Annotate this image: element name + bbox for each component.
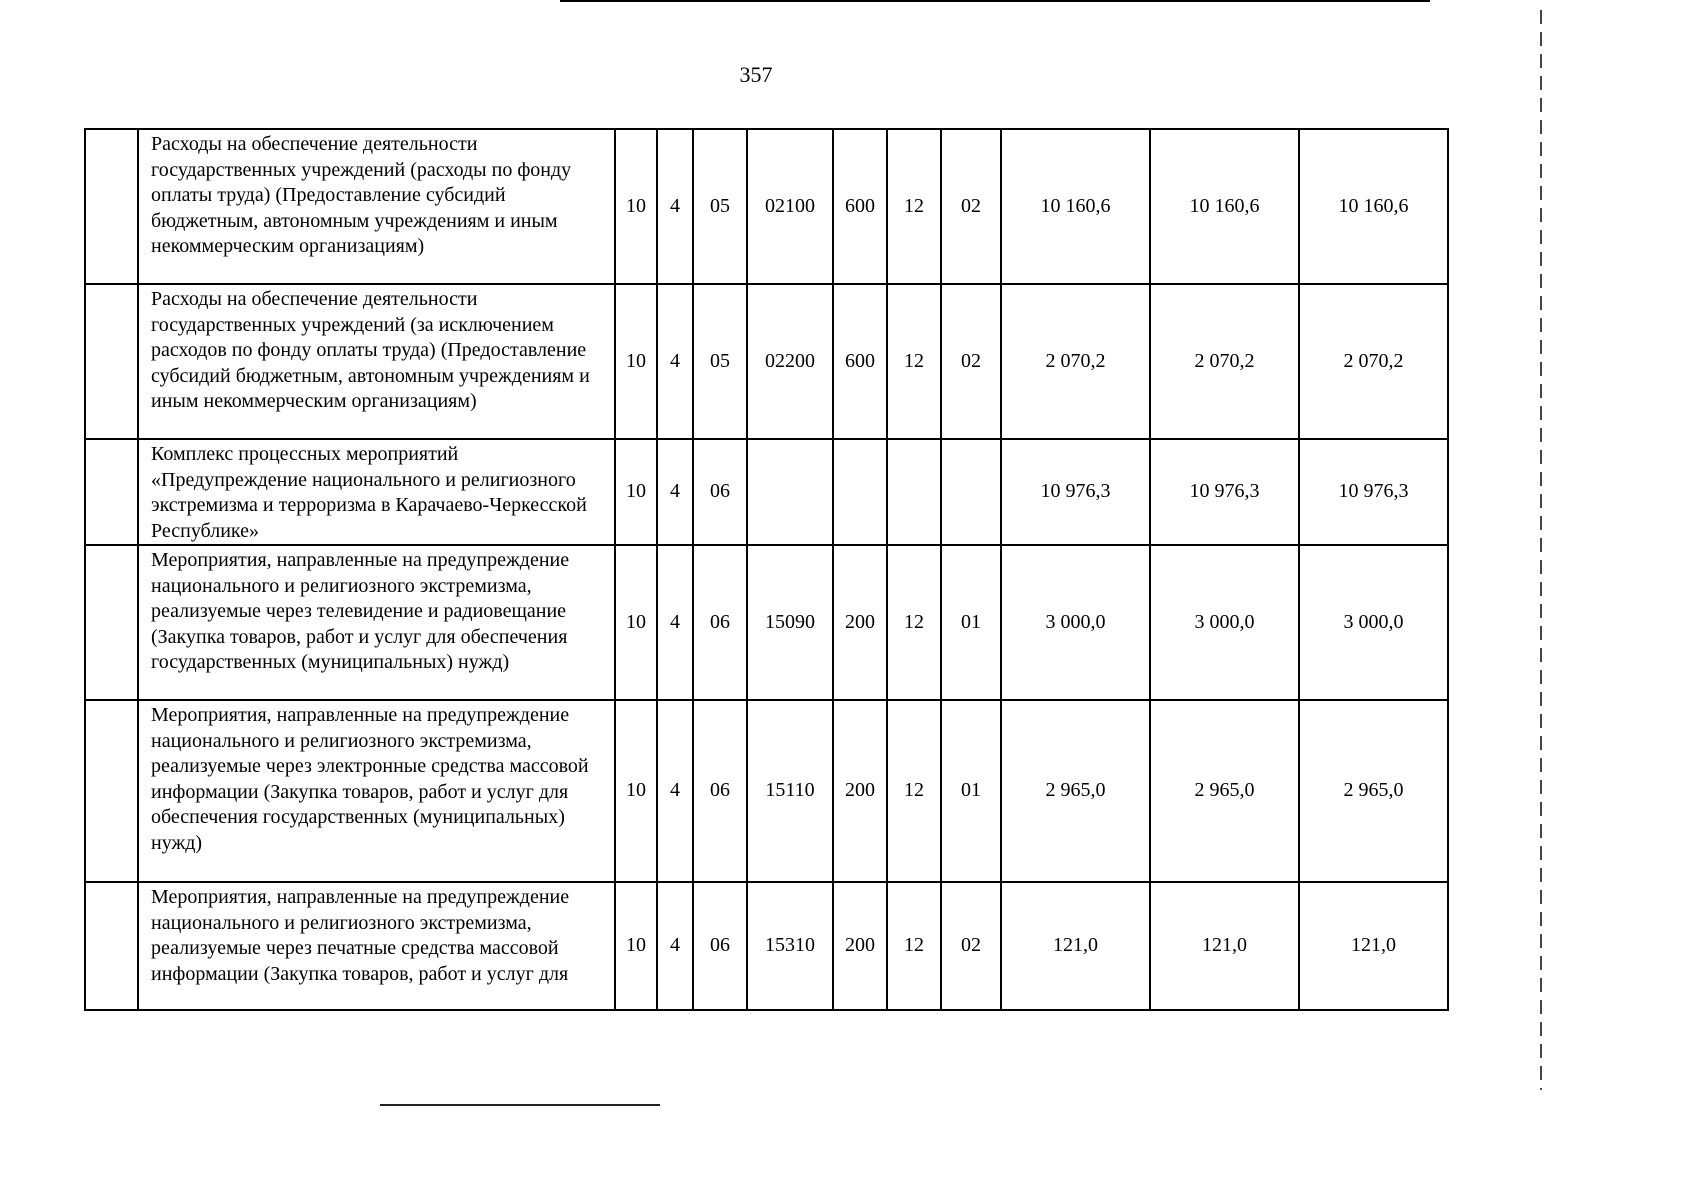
scan-edge-top (560, 0, 1430, 2)
amount-cell: 2 070,2 (1001, 284, 1150, 439)
code-cell: 05 (693, 129, 747, 284)
amount-cell: 3 000,0 (1001, 545, 1150, 700)
code-cell: 06 (693, 700, 747, 882)
code-cell: 10 (615, 545, 657, 700)
code-cell: 4 (657, 545, 693, 700)
code-cell (747, 439, 833, 545)
budget-table (84, 128, 1449, 1011)
code-cell: 06 (693, 545, 747, 700)
table-body (85, 129, 1448, 1010)
code-cell: 02 (941, 284, 1001, 439)
code-cell: 15090 (747, 545, 833, 700)
row-number-cell (85, 439, 138, 545)
amount-cell: 2 965,0 (1001, 700, 1150, 882)
description-cell: Комплекс процессных мероприятий «Предупреждение национального и религиозного экстремизма и терроризма в Карачаево-Черкесской Республике» (138, 439, 615, 545)
table-row (85, 545, 1448, 700)
amount-cell: 10 160,6 (1150, 129, 1299, 284)
description-cell: Мероприятия, направленные на предупреждение национального и религиозного экстремизма, реализуемые через телевидение и радиовещание (Закупка товаров, работ и услуг для обеспечения государственных (муниципальных) нужд) (138, 545, 615, 700)
code-cell: 12 (887, 129, 941, 284)
code-cell: 600 (833, 284, 887, 439)
description-cell: Мероприятия, направленные на предупреждение национального и религиозного экстремизма, реализуемые через печатные средства массовой информации (Закупка товаров, работ и услуг для (138, 882, 615, 1010)
table-row (85, 439, 1448, 545)
code-cell: 4 (657, 882, 693, 1010)
code-cell: 10 (615, 129, 657, 284)
scan-edge-bottom (380, 1104, 660, 1106)
amount-cell: 2 070,2 (1299, 284, 1448, 439)
amount-cell: 2 965,0 (1150, 700, 1299, 882)
row-number-cell (85, 284, 138, 439)
description-cell: Расходы на обеспечение деятельности государственных учреждений (за исключением расходов по фонду оплаты труда) (Предоставление субсидий бюджетным, автономным учреждениям и иным некоммерческим организациям) (138, 284, 615, 439)
amount-cell: 2 070,2 (1150, 284, 1299, 439)
amount-cell: 2 965,0 (1299, 700, 1448, 882)
code-cell (887, 439, 941, 545)
code-cell: 200 (833, 545, 887, 700)
code-cell: 200 (833, 700, 887, 882)
code-cell: 12 (887, 284, 941, 439)
code-cell: 15310 (747, 882, 833, 1010)
code-cell: 02 (941, 129, 1001, 284)
row-number-cell (85, 129, 138, 284)
table-row (85, 129, 1448, 284)
row-number-cell (85, 882, 138, 1010)
code-cell: 06 (693, 439, 747, 545)
row-number-cell (85, 700, 138, 882)
code-cell: 02 (941, 882, 1001, 1010)
scan-edge-right (1540, 10, 1542, 1090)
amount-cell: 3 000,0 (1299, 545, 1448, 700)
code-cell: 4 (657, 439, 693, 545)
code-cell: 02200 (747, 284, 833, 439)
code-cell: 4 (657, 284, 693, 439)
code-cell: 4 (657, 129, 693, 284)
code-cell: 4 (657, 700, 693, 882)
code-cell: 12 (887, 700, 941, 882)
page-number: 357 (739, 62, 773, 87)
code-cell: 15110 (747, 700, 833, 882)
code-cell: 200 (833, 882, 887, 1010)
amount-cell: 10 976,3 (1150, 439, 1299, 545)
code-cell: 10 (615, 439, 657, 545)
code-cell: 12 (887, 545, 941, 700)
code-cell: 12 (887, 882, 941, 1010)
amount-cell: 10 160,6 (1299, 129, 1448, 284)
code-cell: 01 (941, 700, 1001, 882)
description-cell: Мероприятия, направленные на предупреждение национального и религиозного экстремизма, реализуемые через электронные средства массовой информации (Закупка товаров, работ и услуг для обеспечения государственных (муниципальных) нужд) (138, 700, 615, 882)
row-number-cell (85, 545, 138, 700)
table-row (85, 700, 1448, 882)
code-cell: 05 (693, 284, 747, 439)
amount-cell: 121,0 (1001, 882, 1150, 1010)
table-row (85, 882, 1448, 1010)
amount-cell: 10 976,3 (1001, 439, 1150, 545)
code-cell: 600 (833, 129, 887, 284)
code-cell: 02100 (747, 129, 833, 284)
code-cell: 10 (615, 700, 657, 882)
code-cell: 10 (615, 284, 657, 439)
table-row (85, 284, 1448, 439)
code-cell (833, 439, 887, 545)
code-cell: 01 (941, 545, 1001, 700)
description-cell: Расходы на обеспечение деятельности государственных учреждений (расходы по фонду оплаты труда) (Предоставление субсидий бюджетным, автономным учреждениям и иным некоммерческим организациям) (138, 129, 615, 284)
amount-cell: 121,0 (1299, 882, 1448, 1010)
amount-cell: 10 976,3 (1299, 439, 1448, 545)
code-cell (941, 439, 1001, 545)
code-cell: 10 (615, 882, 657, 1010)
amount-cell: 10 160,6 (1001, 129, 1150, 284)
amount-cell: 3 000,0 (1150, 545, 1299, 700)
code-cell: 06 (693, 882, 747, 1010)
amount-cell: 121,0 (1150, 882, 1299, 1010)
